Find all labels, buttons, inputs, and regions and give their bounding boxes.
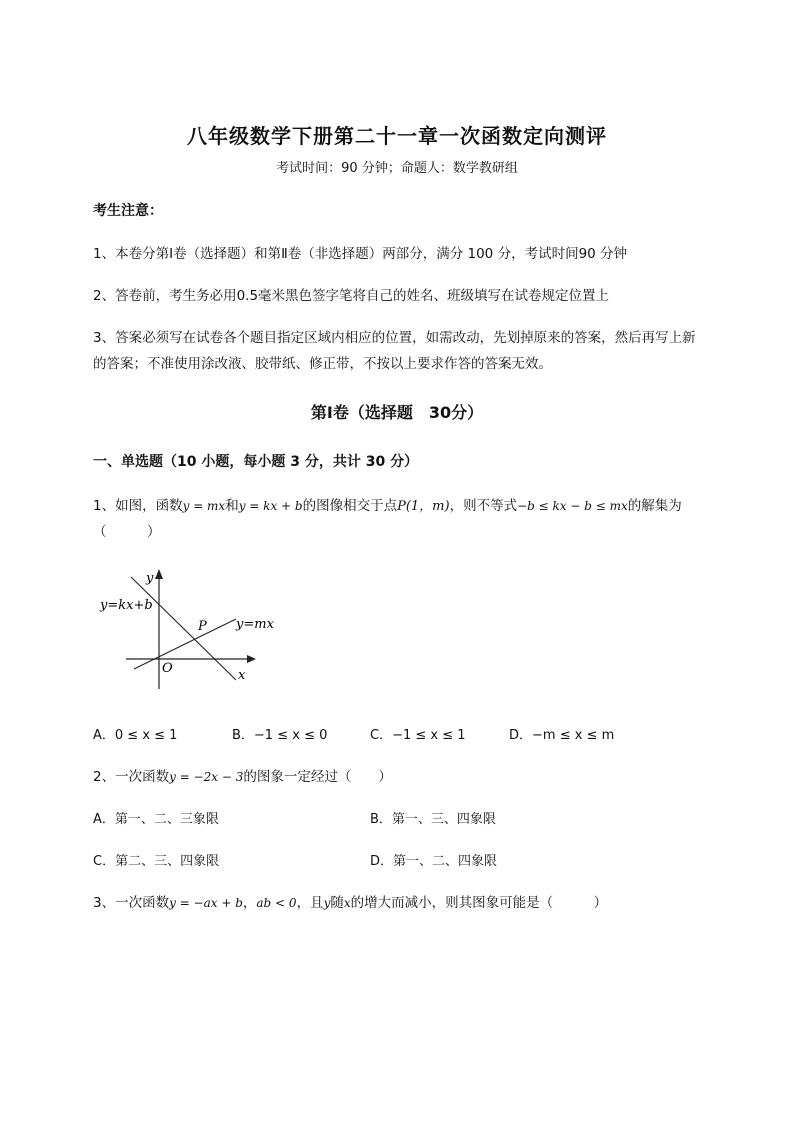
q1-answer-paren: （ ）	[93, 524, 161, 540]
q2-option-c[interactable]: C．第二、三、四象限	[93, 854, 220, 869]
question-2-stem	[93, 765, 392, 785]
notice-item-2: 2、答卷前，考生务必用0.5毫米黑色签字笔将自己的姓名、班级填写在试卷规定位置上	[93, 288, 610, 304]
q1-graph	[96, 563, 286, 693]
q1-mid2: 的图像相交于点	[302, 498, 398, 514]
notice-item-3: 3、答案必须写在试卷各个题目指定区域内相应的位置，如需改动，先划掉原来的答案，然后再写上新	[93, 330, 696, 346]
q2-option-a[interactable]: A．第一、二、三象限	[93, 812, 219, 827]
q3-var-x: x	[343, 896, 351, 910]
graph-label-x: x	[238, 668, 246, 683]
q3-var-y: y	[323, 896, 331, 910]
q2-option-d[interactable]: D．第一、二、四象限	[370, 854, 498, 869]
q3-pre: 3、一次函数	[93, 895, 170, 911]
q3-formula: y = −ax + b	[169, 896, 243, 910]
notice-heading: 考生注意：	[93, 203, 163, 219]
q3-condition: ab < 0	[256, 896, 297, 910]
q2-formula: y = −2x − 3	[169, 770, 244, 784]
graph-label-p: P	[198, 619, 207, 634]
q2-pre: 2、一次函数	[93, 769, 170, 785]
q1-pre: 1、如图，函数	[93, 498, 183, 514]
q1-post: 的解集为	[627, 498, 682, 514]
q1-point: P(1，m)	[397, 499, 450, 514]
graph-label-y: y	[146, 571, 154, 586]
q3-mid3: 随	[330, 895, 344, 911]
q3-mid1: ，	[242, 895, 257, 911]
q2-post: 的图象一定经过（ ）	[243, 769, 392, 785]
q3-post: 的增大而减小，则其图象可能是（ ）	[350, 895, 608, 911]
notice-item-1: 1、本卷分第Ⅰ卷（选择题）和第Ⅱ卷（非选择题）两部分，满分 100 分，考试时间90 分钟	[93, 246, 628, 262]
graph-label-line-1: y=kx+b	[100, 598, 153, 613]
part-title: 一、单选题（10 小题，每小题 3 分，共计 30 分）	[93, 454, 419, 470]
q1-mid1: 和	[225, 498, 239, 514]
q2-option-b[interactable]: B．第一、三、四象限	[370, 812, 496, 827]
q1-mid3: ，则不等式	[449, 498, 518, 514]
y-axis-arrow	[155, 569, 163, 579]
q1-option-d[interactable]: D．−m ≤ x ≤ m	[509, 728, 615, 743]
graph-label-origin: O	[162, 661, 173, 676]
q1-option-c[interactable]: C．−1 ≤ x ≤ 1	[370, 728, 466, 743]
line-kx-plus-b	[131, 577, 236, 680]
q1-formula-2: y = kx + b	[238, 499, 303, 513]
question-1-stem	[93, 494, 682, 514]
q1-option-a[interactable]: A．0 ≤ x ≤ 1	[93, 728, 178, 743]
q3-mid2: ，且	[296, 895, 324, 911]
graph-label-line-2: y=mx	[236, 617, 274, 632]
document-title: 八年级数学下册第二十一章一次函数定向测评	[187, 124, 607, 148]
document-subtitle: 考试时间：90 分钟；命题人：数学教研组	[276, 161, 518, 176]
q1-inequality: −b ≤ kx − b ≤ mx	[517, 499, 628, 513]
line-mx	[134, 619, 236, 669]
section-title: 第Ⅰ卷（选择题 30分）	[310, 403, 484, 422]
q1-option-b[interactable]: B．−1 ≤ x ≤ 0	[232, 728, 328, 743]
question-3-stem	[93, 891, 607, 911]
notice-item-3-cont: 的答案；不准使用涂改液、胶带纸、修正带，不按以上要求作答的答案无效。	[93, 356, 552, 372]
q1-formula-1: y = mx	[182, 499, 226, 513]
x-axis-arrow	[247, 655, 256, 663]
